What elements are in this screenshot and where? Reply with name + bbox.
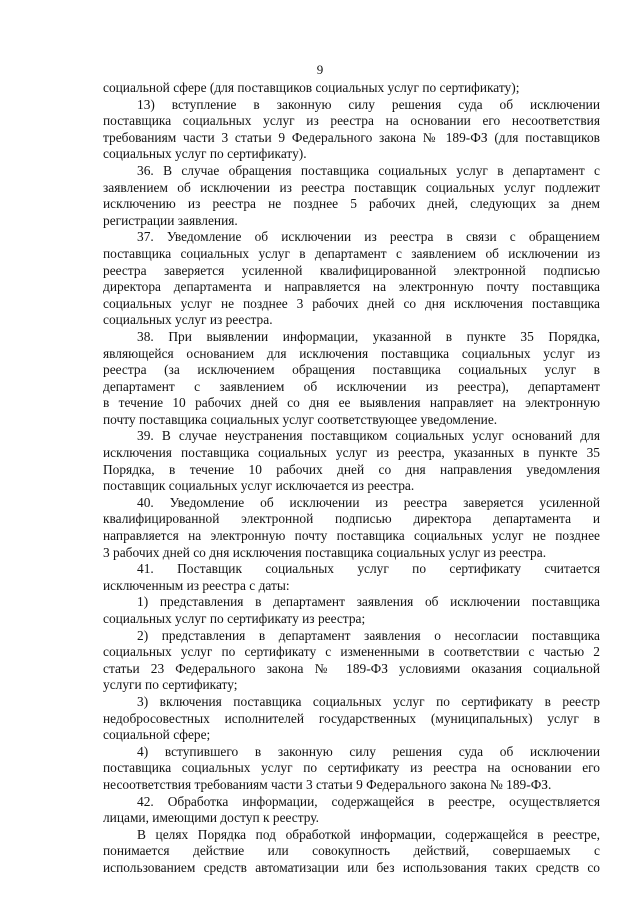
text-line: 37. Уведомление об исключении из реестра в связи с обращением (137, 229, 600, 245)
text-line: 40. Уведомление об исключении из реестра заверяется усиленной (137, 494, 600, 510)
document-body (103, 80, 600, 877)
text-line: поставщик социальных услуг исключается из реестра. (103, 478, 415, 494)
text-line: в течение 10 рабочих дней со дня ее выявления направляет на электронную (103, 395, 600, 411)
text-line: 1) представления в департамент заявления об исключении поставщика (137, 594, 600, 610)
text-line: недобросовестных исполнителей государственных (муниципальных) услуг в (103, 710, 600, 726)
text-line: являющейся основанием для исключения поставщика социальных услуг из (103, 345, 600, 361)
text-line: департамент с заявлением об исключении из реестра), департамент (103, 378, 600, 394)
text-line: квалифицированной электронной подписью директора департамента и (103, 511, 600, 527)
text-line: 39. В случае неустранения поставщиком социальных услуг оснований для (137, 428, 600, 444)
text-line: использованием средств автоматизации или без использования таких средств со (103, 859, 600, 875)
text-line: социальных услуг из реестра. (103, 312, 273, 328)
text-line: статьи 23 Федерального закона № 189-ФЗ условиями оказания социальной (103, 660, 600, 676)
text-line: В целях Порядка под обработкой информации, содержащейся в реестре, (137, 826, 600, 842)
text-line: исключенным из реестра с даты: (103, 577, 290, 593)
text-line: несоответствия требованиям части 3 статьи 9 Федерального закона № 189-ФЗ. (103, 776, 552, 792)
text-line: регистрации заявления. (103, 212, 238, 228)
page-number: 9 (316, 62, 324, 77)
text-line: лицами, имеющими доступ к реестру. (103, 810, 319, 826)
text-line: 4) вступившего в законную силу решения суда об исключении (137, 743, 600, 759)
text-line: поставщика социальных услуг по сертификату из реестра на основании его (103, 760, 600, 776)
text-line: 13) вступление в законную силу решения суда об исключении (137, 96, 600, 112)
text-line: 38. При выявлении информации, указанной в пункте 35 Порядка, (137, 328, 600, 344)
text-line: 3 рабочих дней со дня исключения поставщика социальных услуг из реестра. (103, 544, 547, 560)
text-line: требованиям части 3 статьи 9 Федерального закона № 189-ФЗ (для поставщиков (103, 129, 600, 145)
text-line: поставщика социальных услуг из реестра на основании его несоответствия (103, 113, 600, 129)
text-line: направляется на электронную почту поставщика социальных услуг не позднее (103, 528, 600, 544)
text-line: услуги по сертификату; (103, 677, 238, 693)
text-line: поставщика социальных услуг в департамент с заявлением об исключении из (103, 245, 600, 261)
text-line: Порядка, в течение 10 рабочих дней со дня направления уведомления (103, 461, 600, 477)
text-line: исключению из реестра не позднее 5 рабочих дней, следующих за днем (103, 196, 600, 212)
text-line: заявлением об исключении из реестра поставщик социальных услуг подлежит (103, 179, 600, 195)
text-line: реестра заверяется усиленной квалифицированной электронной подписью (103, 262, 600, 278)
text-line: 42. Обработка информации, содержащейся в реестре, осуществляется (137, 793, 600, 809)
text-line: 3) включения поставщика социальных услуг по сертификату в реестр (137, 693, 600, 709)
text-line: социальных услуг не позднее 3 рабочих дней со дня исключения поставщика (103, 295, 600, 311)
text-line: социальной сфере (для поставщиков социальных услуг по сертификату); (103, 80, 520, 95)
text-line: понимается действие или совокупность действий, совершаемых с (103, 843, 600, 859)
text-line: социальных услуг по сертификату). (103, 146, 307, 162)
text-line: социальной сфере; (103, 727, 211, 743)
text-line: почту поставщика социальных услуг соответствующее уведомление. (103, 411, 498, 427)
text-line: директора департамента и направляется на электронную почту поставщика (103, 279, 600, 295)
text-line: 2) представления в департамент заявления о несогласии поставщика (137, 627, 600, 643)
text-line: социальных услуг по сертификату из реестра; (103, 611, 366, 626)
text-line: социальных услуг по сертификату с измененными в соответствии с частью 2 (103, 644, 600, 660)
text-line: реестра (за исключением обращения поставщика социальных услуг в (103, 362, 600, 378)
text-line: 36. В случае обращения поставщика социальных услуг в департамент с (137, 162, 600, 178)
text-line: исключения поставщика социальных услуг из реестра, указанных в пункте 35 (103, 445, 600, 461)
text-line: 41. Поставщик социальных услуг по сертификату считается (137, 561, 600, 577)
